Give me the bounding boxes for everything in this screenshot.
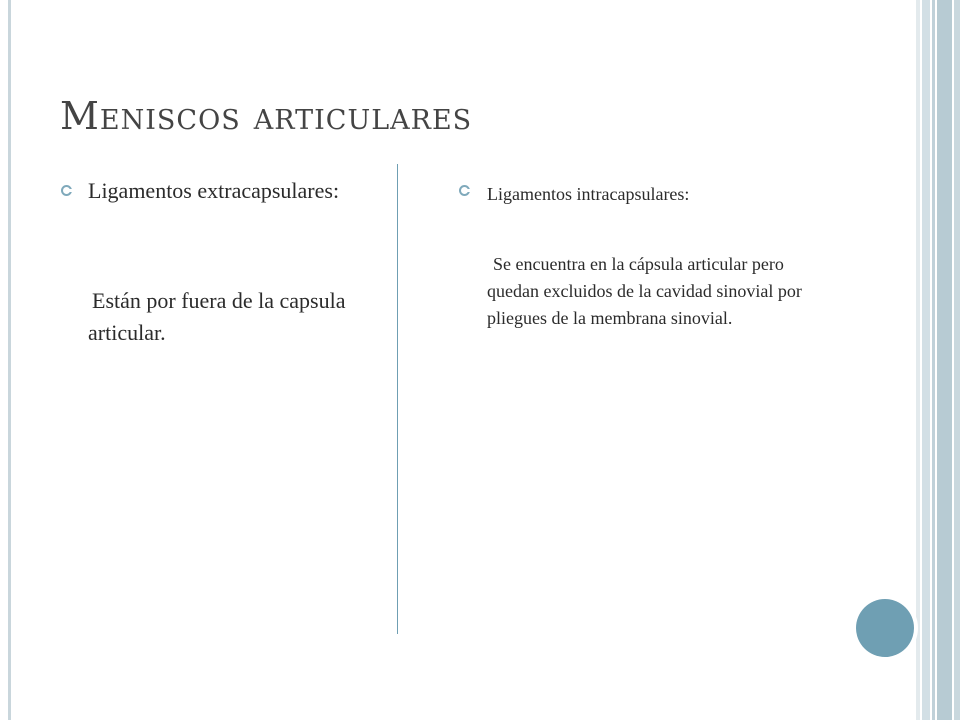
- column-divider: [397, 164, 398, 634]
- ring-bullet-icon: [61, 185, 72, 196]
- decorative-stripe: [937, 0, 952, 720]
- ring-bullet-icon: [459, 185, 470, 196]
- slide-frame-left-border: [8, 0, 11, 720]
- right-column-heading: Ligamentos intracapsulares:: [487, 184, 690, 204]
- decorative-stripe: [954, 0, 960, 720]
- decorative-circle: [856, 599, 914, 657]
- left-column-body: Están por fuera de la capsula articular.: [88, 288, 346, 345]
- left-column-heading: Ligamentos extracapsulares:: [88, 178, 340, 203]
- slide-title: Meniscos articulares: [60, 94, 473, 138]
- decorative-stripe: [932, 0, 935, 720]
- decorative-stripe: [916, 0, 920, 720]
- decorative-stripe: [922, 0, 930, 720]
- decorative-side-stripes: [916, 0, 960, 720]
- right-column-body: Se encuentra en la cápsula articular pero quedan excluidos de la cavidad sinovial por pliegues de la membrana sinovial.: [487, 254, 802, 328]
